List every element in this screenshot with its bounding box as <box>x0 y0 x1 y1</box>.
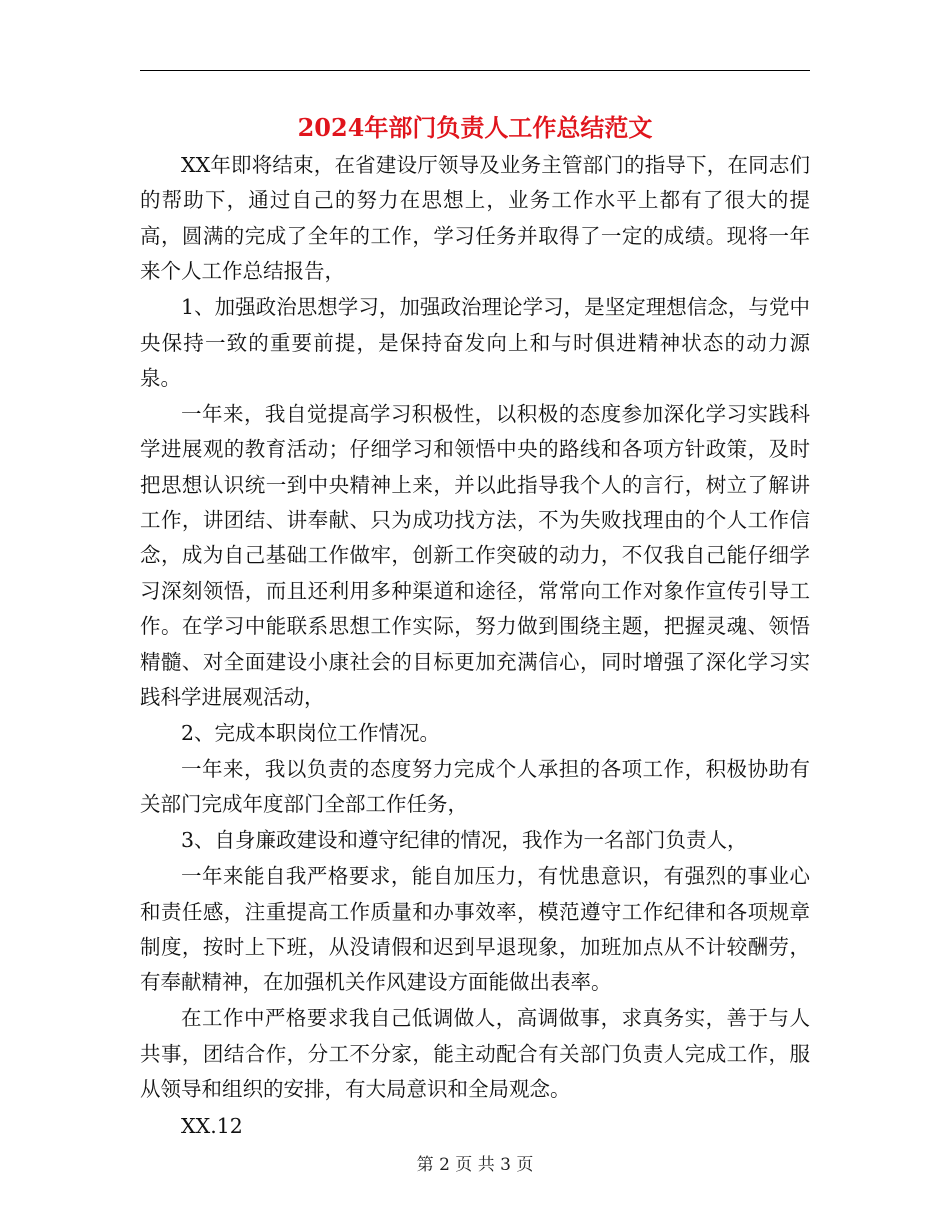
document-title: 2024年部门负责人工作总结范文 <box>297 113 653 142</box>
paragraph-section-3-heading: 3、自身廉政建设和遵守纪律的情况，我作为一名部门负责人， <box>181 828 748 853</box>
header-rule <box>140 70 810 71</box>
paragraph-section-2-heading: 2、完成本职岗位工作情况。 <box>181 721 441 745</box>
paragraph-section-2-body: 一年来，我以负责的态度努力完成个人承担的各项工作，积极协助有关部门完成年度部门全部工作任务， <box>140 756 810 817</box>
document-body <box>140 148 810 1145</box>
page-number: 第 2 页 共 3 页 <box>416 1155 534 1175</box>
paragraph-section-1-body: 一年来，我自觉提高学习积极性，以积极的态度参加深化学习实践科学进展观的教育活动；仔细学习和领悟中央的路线和各项方针政策，及时把思想认识统一到中央精神上来，并以此指导我个人的言行，树立了解讲工作，讲团结、讲奉献、只为成功找方法，不为失败找理由的个人工作信念，成为自己基础工作做牢，创新工作突破的动力，不仅我自己能仔细学习深刻领悟，而且还利用多种渠道和途径，常常向工作对象作宣传引导工作。在学习中能联系思想工作实际，努力做到围绕主题，把握灵魂、领悟精髓、对全面建设小康社会的目标更加充满信心，同时增强了深化学习实践科学进展观活动， <box>140 401 810 710</box>
document-date: XX.12 <box>181 1114 243 1139</box>
paragraph-closing: 在工作中严格要求我自己低调做人，高调做事，求真务实，善于与人共事，团结合作，分工不分家，能主动配合有关部门负责人完成工作，服从领导和组织的安排，有大局意识和全局观念。 <box>140 1006 810 1102</box>
paragraph-section-1-heading: 1、加强政治思想学习，加强政治理论学习，是坚定理想信念，与党中央保持一致的重要前提，是保持奋发向上和与时俱进精神状态的动力源泉。 <box>140 295 810 390</box>
paragraph-section-3-body: 一年来能自我严格要求，能自加压力，有忧患意识，有强烈的事业心和责任感，注重提高工作质量和办事效率，模范遵守工作纪律和各项规章制度，按时上下班，从没请假和迟到早退现象，加班加点从不计较酬劳，有奉献精神，在加强机关作风建设方面能做出表率。 <box>140 864 810 995</box>
paragraph-intro: XX年即将结束，在省建设厅领导及业务主管部门的指导下，在同志们的帮助下，通过自己的努力在思想上，业务工作水平上都有了很大的提高，圆满的完成了全年的工作，学习任务并取得了一定的成绩。现将一年来个人工作总结报告， <box>140 153 810 284</box>
